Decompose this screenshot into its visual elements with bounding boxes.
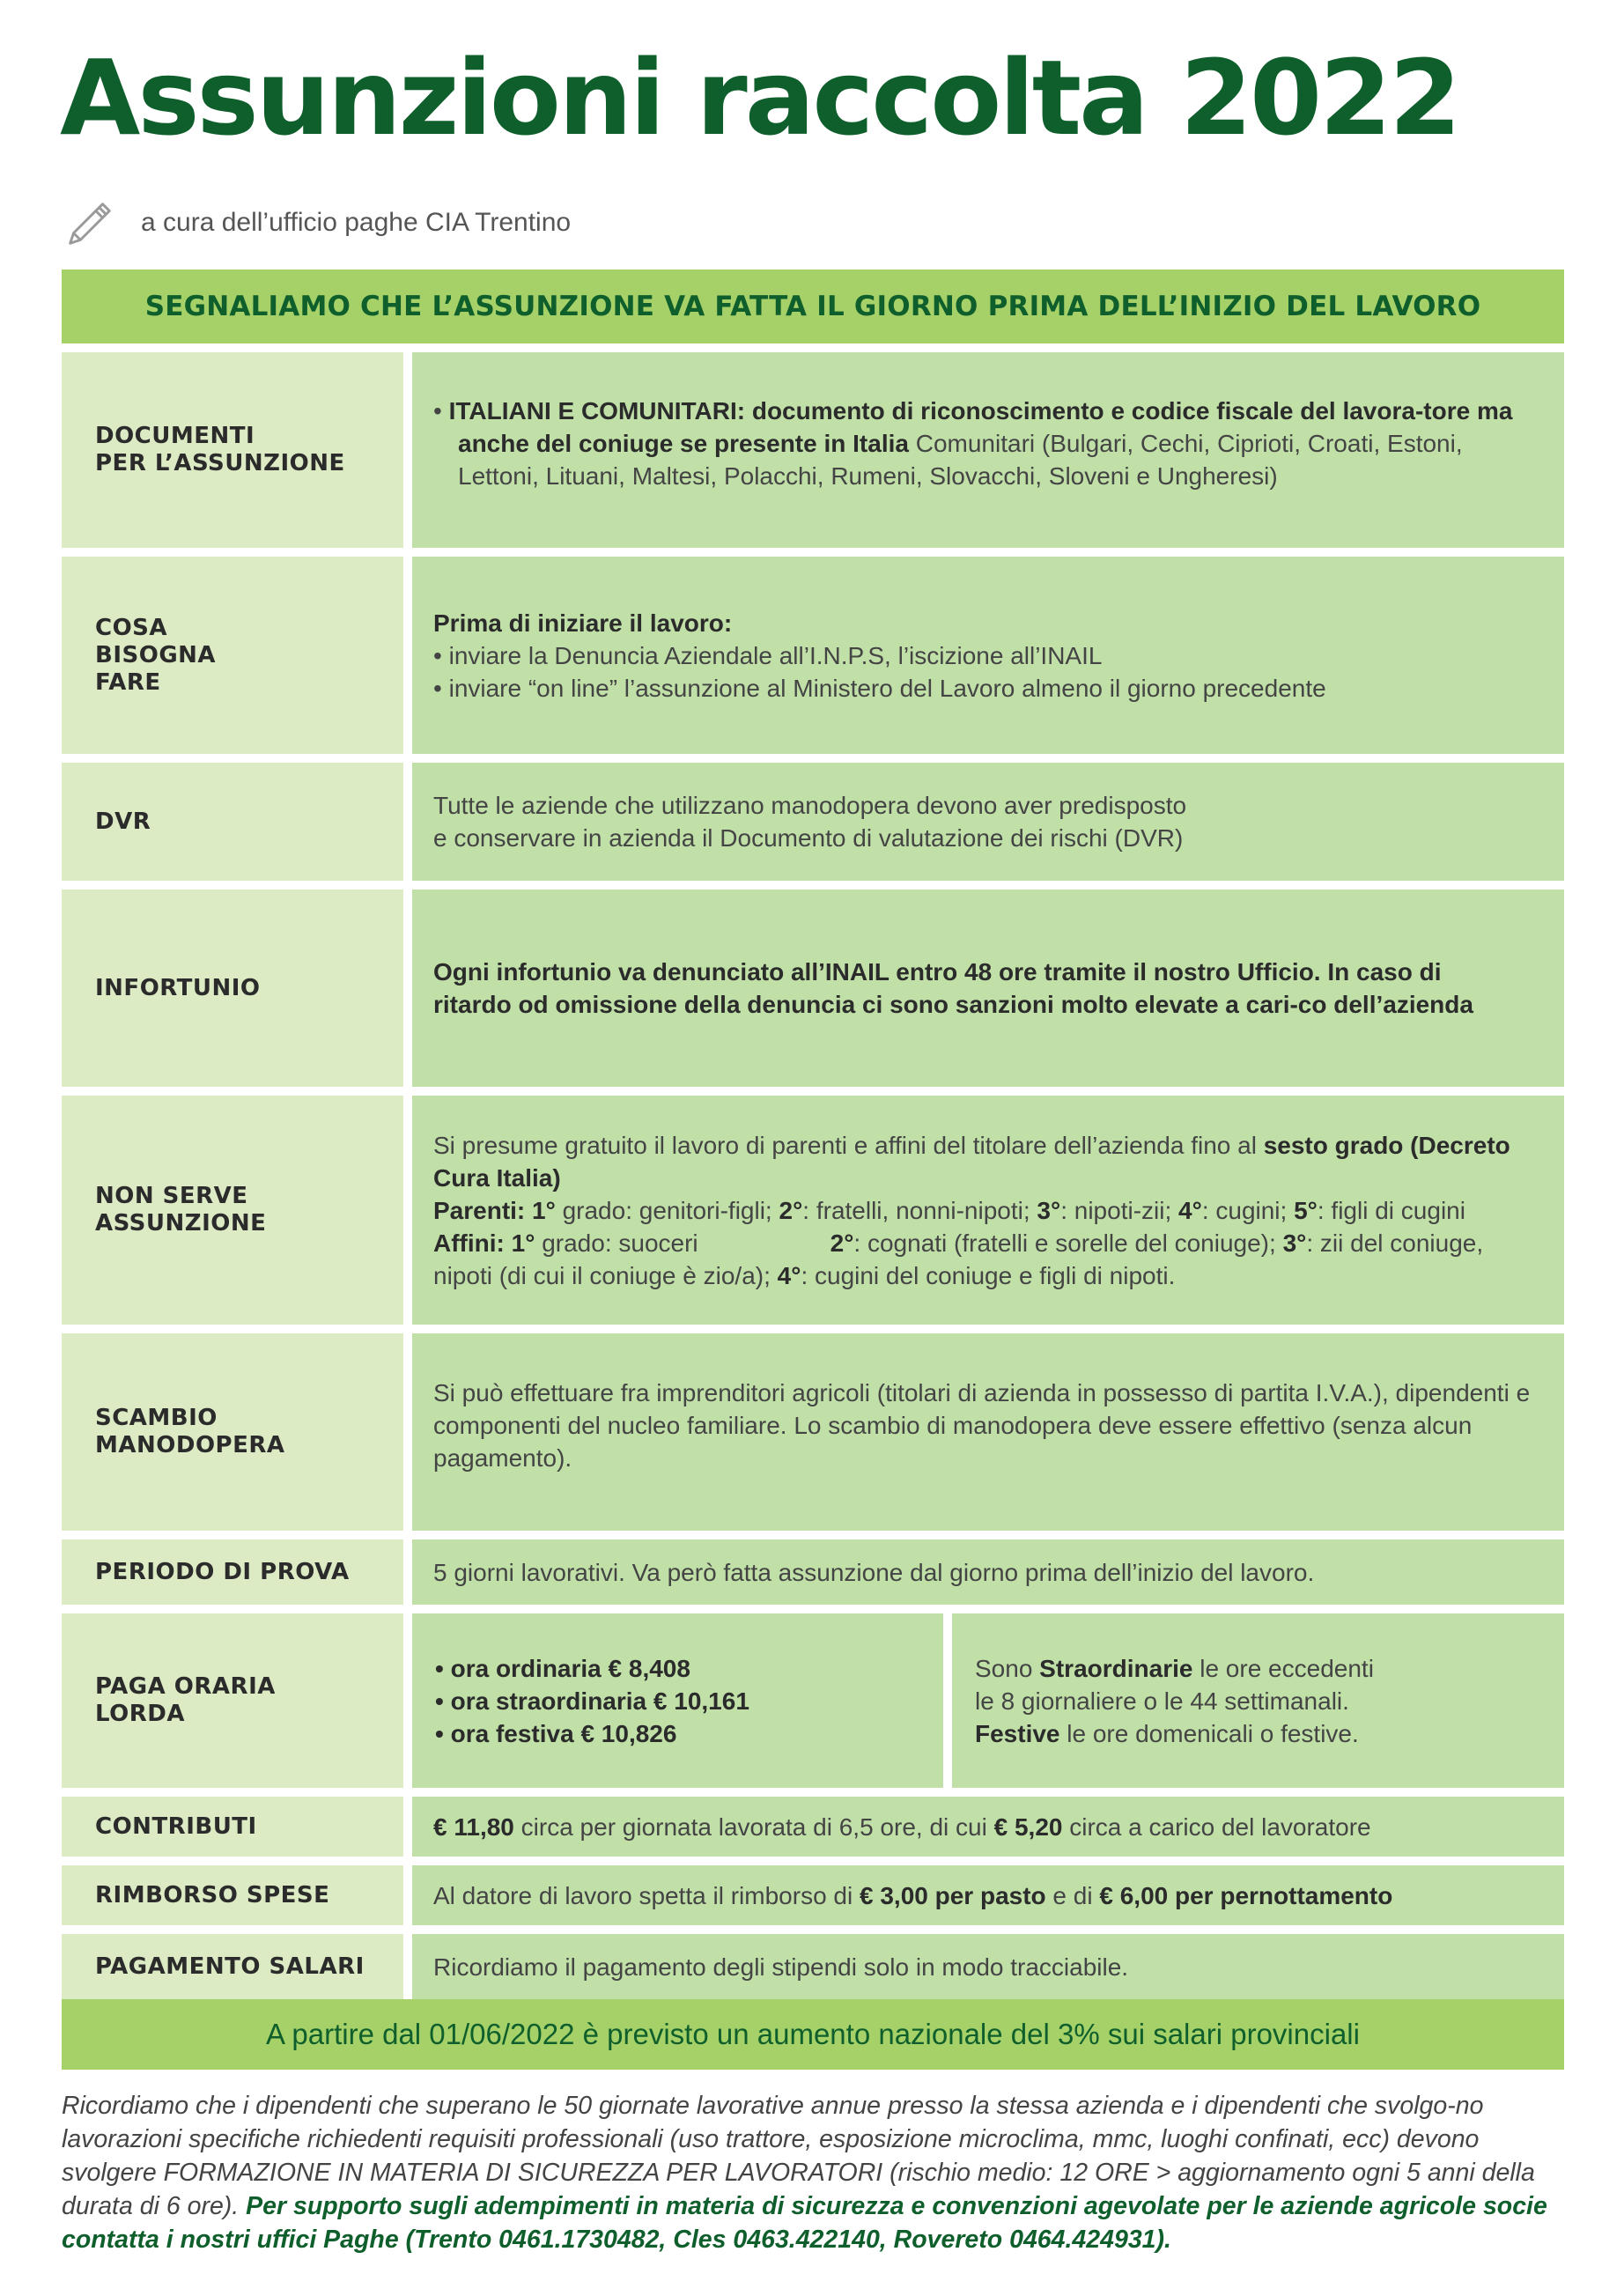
bold-text: 3° xyxy=(1037,1196,1061,1224)
plain-text: le ore eccedenti xyxy=(1192,1654,1374,1682)
bold-text: € 6,00 per pernottamento xyxy=(1099,1881,1393,1909)
row-non-serve-assunzione xyxy=(62,1096,1564,1325)
content-text: • ITALIANI E COMUNITARI: documento di riconoscimento e codice fiscale del lavora-tore ma anche del coniuge se presente in Italia Comunitari (Bulgari, Cechi, Ciprioti, Croati, Estoni, Lettoni, Lituani, Maltesi, Polacchi, Rumeni, Slovacchi, Sloveni e Ungheresi) xyxy=(433,396,1513,490)
plain-text: e di xyxy=(1045,1881,1100,1909)
footnote-text: Ricordiamo che i dipendenti che superano le 50 giornate lavorative annue presso la stessa azienda e i dipendenti che svolgo-no lavorazioni specifiche richiedenti requisiti professionali (uso trattore, esposizione microclima, mmc, luoghi confinati, ecc) devono svolgere FORMAZIONE IN MATERIA DI SICUREZZA PER LAVORATORI (rischio medio: 12 ORE > aggiornamento ogni 5 anni della durata di 6 ore). xyxy=(62,2092,1535,2220)
content-text: Ogni infortunio va denunciato all’INAIL entro 48 ore tramite il nostro Ufficio. In caso di ritardo od omissione della denuncia ci sono sanzioni molto elevate a cari-co dell’azienda xyxy=(433,958,1473,1018)
plain-text: : cugini; xyxy=(1201,1196,1295,1224)
bold-text: sesto grado (Decreto Cura Italia) xyxy=(433,1131,1510,1192)
content-text: • ora ordinaria € 8,408 • ora straordinaria € 10,161 • ora festiva € 10,826 xyxy=(435,1654,749,1747)
row-label xyxy=(62,1934,403,1999)
bold-text: € 5,20 xyxy=(993,1812,1063,1841)
row-documenti xyxy=(62,352,1564,548)
row-content xyxy=(412,1333,1564,1531)
pencil-icon xyxy=(62,196,116,250)
row-cosa-bisogna-fare xyxy=(62,557,1564,754)
row-label xyxy=(62,1096,403,1325)
plain-text: Si presume gratuito il lavoro di parenti e affini del titolare dell’azienda fino al xyxy=(433,1131,1264,1159)
row-content xyxy=(412,1096,1564,1325)
label-line: PAGAMENTO SALARI xyxy=(95,1953,365,1980)
row-dvr xyxy=(62,763,1564,881)
rate-item: ora straordinaria € 10,161 xyxy=(450,1687,749,1715)
plain-text: grado: suoceri xyxy=(535,1229,698,1257)
row-label xyxy=(62,1797,403,1857)
plain-text: le 8 giornaliere o le 44 settimanali. xyxy=(975,1687,1349,1715)
plain-text: Al datore di lavoro spetta il rimborso di xyxy=(433,1881,860,1909)
content-text xyxy=(975,1652,1541,1750)
bold-text: 4° xyxy=(777,1261,801,1289)
paga-notes xyxy=(952,1613,1564,1788)
content-text: Prima di iniziare il lavoro: • inviare la Denuncia Aziendale all’I.N.P.S, l’iscizione all’INAIL • inviare “on line” l’assunzione al Ministero del Lavoro almeno il giorno precedente xyxy=(433,607,1543,705)
plain-text: Sono xyxy=(975,1654,1040,1682)
footnote xyxy=(62,2089,1569,2256)
row-rimborso-spese xyxy=(62,1865,1564,1925)
label-line: PER L’ASSUNZIONE xyxy=(95,450,345,476)
salary-increase-banner xyxy=(62,1999,1564,2070)
paga-rates xyxy=(412,1613,943,1788)
bold-text: 3° xyxy=(1282,1229,1307,1257)
label-line: ASSUNZIONE xyxy=(95,1210,267,1237)
row-periodo-di-prova xyxy=(62,1539,1564,1605)
label-line: MANODOPERA xyxy=(95,1432,285,1458)
label-line: COSA xyxy=(95,614,168,641)
row-scambio-manodopera xyxy=(62,1333,1564,1531)
row-content xyxy=(412,1797,1564,1857)
byline xyxy=(62,196,571,250)
label-line: CONTRIBUTI xyxy=(95,1812,257,1840)
salary-increase-text: A partire dal 01/06/2022 è previsto un aumento nazionale del 3% sui salari provinciali xyxy=(266,2018,1360,2050)
rate-item: ora festiva € 10,826 xyxy=(450,1719,677,1747)
plain-text: : cognati (fratelli e sorelle del coniuge); xyxy=(853,1229,1283,1257)
row-contributi xyxy=(62,1797,1564,1857)
plain-text: : cugini del coniuge e figli di nipoti. xyxy=(801,1261,1176,1289)
row-content xyxy=(412,763,1564,881)
content-line: e conservare in azienda il Documento di valutazione dei rischi (DVR) xyxy=(433,824,1184,852)
row-label xyxy=(62,1333,403,1531)
bold-text: Straordinarie xyxy=(1039,1654,1193,1682)
content-heading: Prima di iniziare il lavoro: xyxy=(433,609,733,637)
content-text xyxy=(433,1879,1543,1912)
bold-text: 5° xyxy=(1294,1196,1318,1224)
label-line: DOCUMENTI xyxy=(95,423,255,449)
list-item: inviare la Denuncia Aziendale all’I.N.P.S, l’iscizione all’INAIL xyxy=(448,641,1103,669)
page-title: Assunzioni raccolta 2022 xyxy=(60,37,1459,159)
plain-text: : fratelli, nonni-nipoti; xyxy=(802,1196,1037,1224)
label-line: NON SERVE xyxy=(95,1183,248,1209)
plain-text: le ore domenicali o festive. xyxy=(1059,1719,1359,1747)
label-line: LORDA xyxy=(95,1701,185,1727)
row-label xyxy=(62,1865,403,1925)
row-label xyxy=(62,557,403,754)
row-label xyxy=(62,1613,403,1788)
label-line: INFORTUNIO xyxy=(95,974,261,1001)
notice-banner-text: SEGNALIAMO CHE L’ASSUNZIONE VA FATTA IL GIORNO PRIMA DELL’INIZIO DEL LAVORO xyxy=(144,291,1481,322)
row-content xyxy=(412,1934,1564,1999)
label-line: PAGA ORARIA xyxy=(95,1673,276,1700)
bold-text: Parenti: xyxy=(433,1196,526,1224)
bold-text: € 3,00 per pasto xyxy=(860,1881,1046,1909)
row-label xyxy=(62,1539,403,1605)
footnote-contact: Per supporto sugli adempimenti in materia di sicurezza e convenzioni agevolate per le aziende agricole socie contatta i nostri uffici Paghe (Trento 0461.1730482, Cles 0463.422140, Rovereto 0464.424931). xyxy=(62,2192,1547,2254)
bold-text: 2° xyxy=(779,1196,803,1224)
bold-text: 1° xyxy=(532,1196,556,1224)
content-text: 5 giorni lavorativi. Va però fatta assunzione dal giorno prima dell’inizio del lavoro. xyxy=(433,1558,1315,1586)
plain-text: : zii del coniuge, nipoti (di cui il coniuge è zio/a); xyxy=(433,1229,1484,1289)
content-text: Si può effettuare fra imprenditori agricoli (titolari di azienda in possesso di partita I.V.A.), dipendenti e componenti del nucleo familiare. Lo scambio di manodopera deve essere effettivo (senza alcun pagamento). xyxy=(433,1378,1531,1472)
row-content xyxy=(412,890,1564,1087)
bold-text: 4° xyxy=(1178,1196,1202,1224)
content-text xyxy=(433,1129,1543,1292)
row-infortunio xyxy=(62,890,1564,1087)
label-line: RIMBORSO SPESE xyxy=(95,1881,330,1908)
content-text xyxy=(433,789,1543,854)
notice-banner xyxy=(62,269,1564,343)
bold-text: 1° xyxy=(511,1229,535,1257)
bold-text: Festive xyxy=(975,1719,1060,1747)
label-line: FARE xyxy=(95,668,161,696)
byline-text: a cura dell’ufficio paghe CIA Trentino xyxy=(141,208,572,237)
label-line: DVR xyxy=(95,808,151,835)
plain-text: : nipoti-zii; xyxy=(1060,1196,1179,1224)
row-content xyxy=(412,352,1564,548)
content-text: Ricordiamo il pagamento degli stipendi solo in modo tracciabile. xyxy=(433,1953,1129,1981)
row-content xyxy=(412,1865,1564,1925)
label-line: BISOGNA xyxy=(95,641,217,668)
bold-text: € 11,80 xyxy=(433,1812,514,1841)
row-content xyxy=(412,557,1564,754)
row-paga-oraria-lorda xyxy=(62,1613,1564,1788)
label-line: SCAMBIO xyxy=(95,1405,218,1431)
label-line: PERIODO DI PROVA xyxy=(95,1558,350,1585)
row-pagamento-salari xyxy=(62,1934,1564,1999)
row-content xyxy=(412,1539,1564,1605)
plain-text: : figli di cugini xyxy=(1317,1196,1465,1224)
content-line: Tutte le aziende che utilizzano manodopera devono aver predisposto xyxy=(433,792,1187,819)
bold-text: 2° xyxy=(830,1229,854,1257)
plain-text: grado: genitori-figli; xyxy=(555,1196,779,1224)
content-text xyxy=(433,1811,1543,1843)
row-label xyxy=(62,890,403,1087)
row-label xyxy=(62,763,403,881)
plain-text: circa per giornata lavorata di 6,5 ore, di cui xyxy=(513,1812,994,1841)
row-label xyxy=(62,352,403,548)
bold-text: Affini: xyxy=(433,1229,505,1257)
list-item: inviare “on line” l’assunzione al Ministero del Lavoro almeno il giorno precedente xyxy=(448,674,1326,702)
plain-text: Comunitari (Bulgari, Cechi, Ciprioti, Croati, Estoni, Lettoni, Lituani, Maltesi, Polacchi, Rumeni, Slovacchi, Sloveni e Ungheresi) xyxy=(458,429,1463,490)
rate-item: ora ordinaria € 8,408 xyxy=(450,1654,690,1682)
plain-text: circa a carico del lavoratore xyxy=(1062,1812,1371,1841)
bold-text: ITALIANI E COMUNITARI: documento di riconoscimento e codice fiscale del lavora-tore ma anche del coniuge se presente in Italia xyxy=(448,396,1513,457)
